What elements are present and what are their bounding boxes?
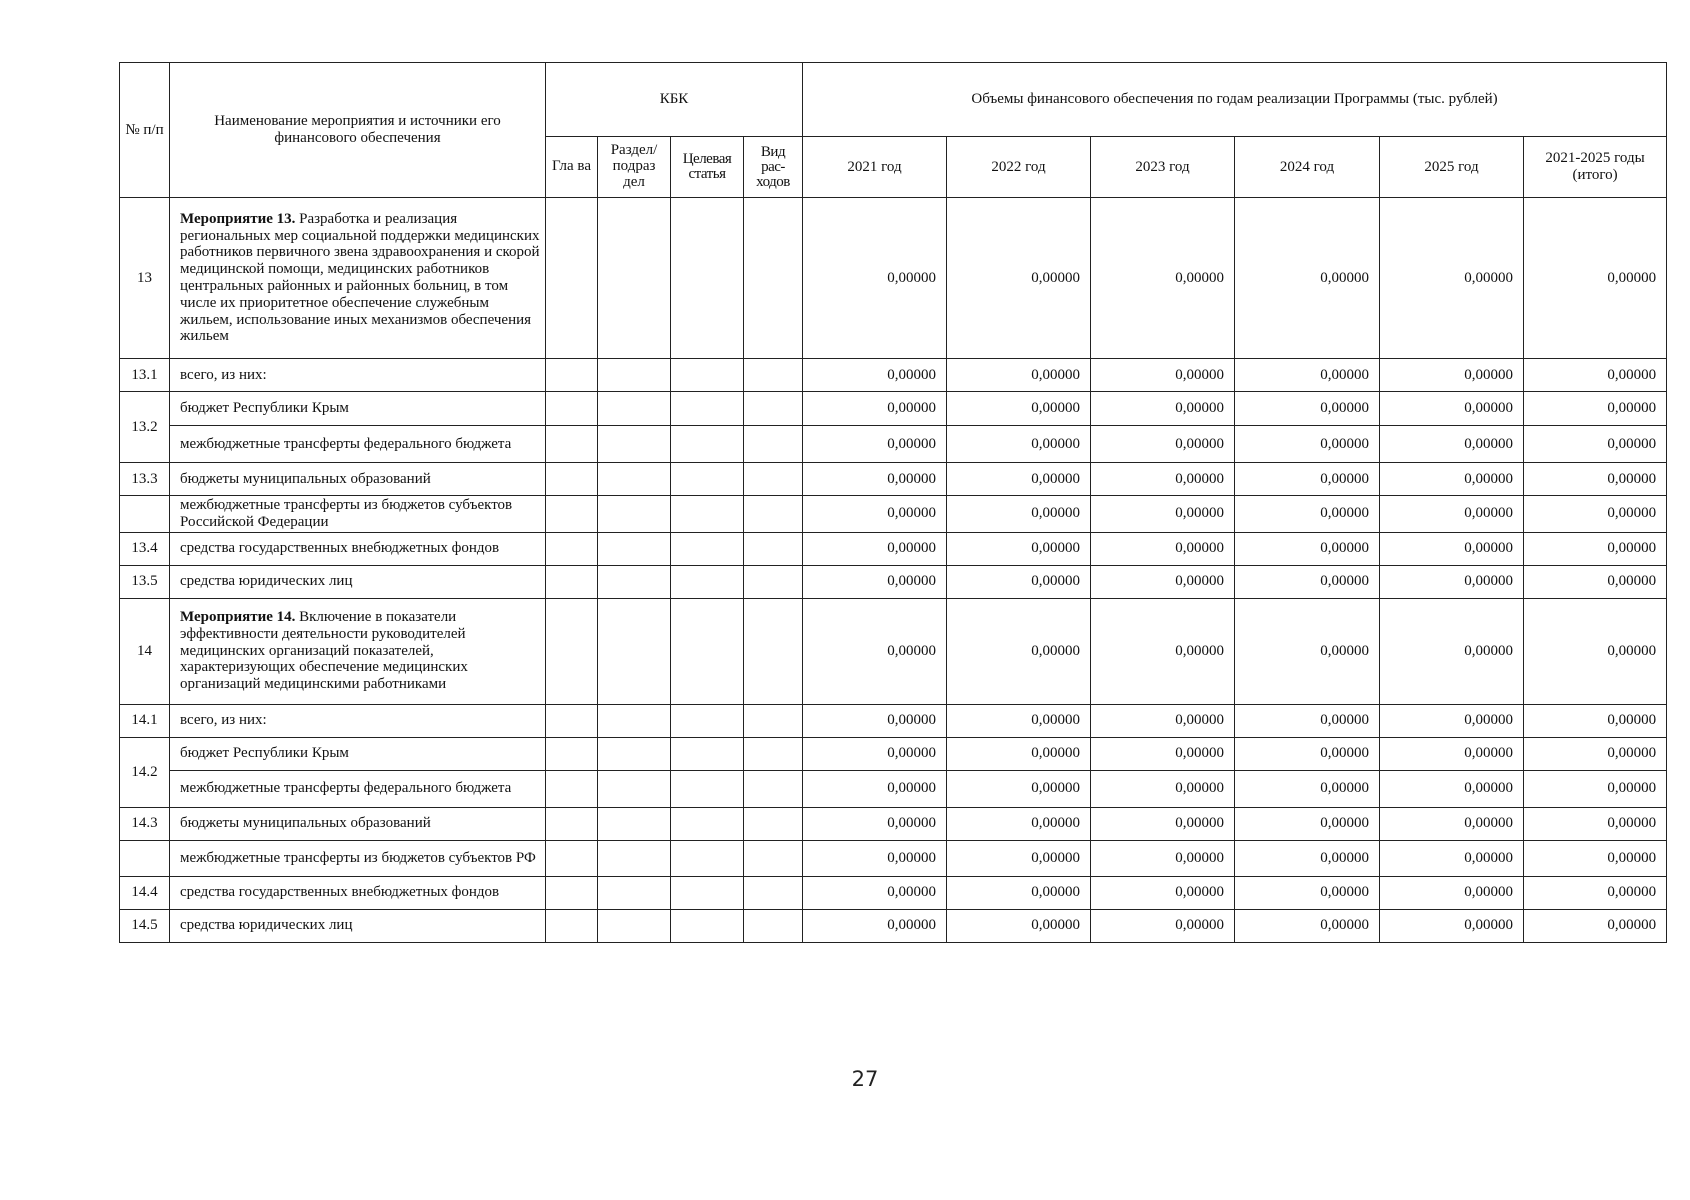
value-cell: 0,00000 [1380, 565, 1524, 598]
row-name [170, 463, 546, 496]
table-row [120, 840, 1667, 876]
value-cell: 0,00000 [947, 840, 1091, 876]
kbk-statya-cell [671, 737, 744, 770]
kbk-glava-cell [546, 426, 598, 463]
kbk-glava-cell [546, 840, 598, 876]
value-cell: 0,00000 [1091, 737, 1235, 770]
kbk-statya-cell [671, 359, 744, 392]
value-cell: 0,00000 [1524, 359, 1667, 392]
value-cell: 0,00000 [1091, 704, 1235, 737]
row-name [170, 598, 546, 704]
value-cell: 0,00000 [1524, 198, 1667, 359]
value-cell: 0,00000 [1235, 496, 1380, 533]
header-year-2025: 2025 год [1380, 137, 1524, 198]
row-number: 14.4 [120, 876, 170, 909]
value-cell: 0,00000 [1380, 909, 1524, 942]
kbk-razdel-cell [598, 598, 671, 704]
value-cell: 0,00000 [803, 807, 947, 840]
value-cell: 0,00000 [1524, 770, 1667, 807]
kbk-vid-cell [744, 909, 803, 942]
row-number [120, 840, 170, 876]
value-cell: 0,00000 [1524, 909, 1667, 942]
header-year-2024: 2024 год [1235, 137, 1380, 198]
value-cell: 0,00000 [1380, 598, 1524, 704]
table-body [120, 198, 1667, 943]
kbk-statya-cell [671, 598, 744, 704]
kbk-vid-cell [744, 463, 803, 496]
row-name [170, 909, 546, 942]
row-name [170, 704, 546, 737]
kbk-razdel-cell [598, 770, 671, 807]
kbk-statya-cell [671, 496, 744, 533]
value-cell: 0,00000 [947, 198, 1091, 359]
value-cell: 0,00000 [947, 704, 1091, 737]
value-cell: 0,00000 [1091, 359, 1235, 392]
kbk-vid-cell [744, 876, 803, 909]
row-name [170, 770, 546, 807]
event-name: бюджеты муниципальных образований [180, 815, 431, 832]
value-cell: 0,00000 [803, 532, 947, 565]
kbk-vid-cell [744, 770, 803, 807]
value-cell: 0,00000 [1091, 840, 1235, 876]
kbk-glava-cell [546, 532, 598, 565]
value-cell: 0,00000 [1235, 565, 1380, 598]
kbk-statya-cell [671, 876, 744, 909]
header-year-2023: 2023 год [1091, 137, 1235, 198]
kbk-glava-cell [546, 909, 598, 942]
value-cell: 0,00000 [1380, 840, 1524, 876]
row-name [170, 840, 546, 876]
value-cell: 0,00000 [1091, 392, 1235, 426]
kbk-vid-cell [744, 198, 803, 359]
row-number: 13.4 [120, 532, 170, 565]
value-cell: 0,00000 [1235, 598, 1380, 704]
value-cell: 0,00000 [803, 392, 947, 426]
kbk-statya-cell [671, 463, 744, 496]
value-cell: 0,00000 [1235, 198, 1380, 359]
event-title: Мероприятие 14. [180, 609, 296, 626]
event-name: бюджеты муниципальных образований [180, 470, 431, 487]
event-name: межбюджетные трансферты из бюджетов субъектов РФ [180, 849, 536, 866]
table-row [120, 532, 1667, 565]
row-number: 13.2 [120, 392, 170, 463]
row-name [170, 737, 546, 770]
event-name: межбюджетные трансферты федерального бюджета [180, 435, 512, 452]
value-cell: 0,00000 [1091, 598, 1235, 704]
kbk-statya-cell [671, 198, 744, 359]
kbk-statya-cell [671, 770, 744, 807]
header-year-total: 2021-2025 годы (итого) [1524, 137, 1667, 198]
value-cell: 0,00000 [1235, 704, 1380, 737]
kbk-razdel-cell [598, 704, 671, 737]
value-cell: 0,00000 [1235, 737, 1380, 770]
value-cell: 0,00000 [1235, 463, 1380, 496]
value-cell: 0,00000 [1524, 876, 1667, 909]
kbk-razdel-cell [598, 876, 671, 909]
row-number: 14.3 [120, 807, 170, 840]
event-title: Мероприятие 13. [180, 210, 296, 227]
table-row [120, 737, 1667, 770]
value-cell: 0,00000 [1091, 876, 1235, 909]
kbk-statya-cell [671, 807, 744, 840]
value-cell: 0,00000 [1524, 565, 1667, 598]
value-cell: 0,00000 [1380, 876, 1524, 909]
value-cell: 0,00000 [1235, 426, 1380, 463]
event-name: Включение в показатели эффективности деятельности руководителей медицинских организаций показателей, характеризующих обеспечение медицинских организаций медицинскими работниками [180, 609, 468, 693]
value-cell: 0,00000 [803, 840, 947, 876]
row-name [170, 565, 546, 598]
kbk-statya-cell [671, 426, 744, 463]
value-cell: 0,00000 [947, 565, 1091, 598]
value-cell: 0,00000 [1091, 565, 1235, 598]
row-number: 14 [120, 598, 170, 704]
value-cell: 0,00000 [1524, 840, 1667, 876]
value-cell: 0,00000 [1091, 463, 1235, 496]
value-cell: 0,00000 [1235, 840, 1380, 876]
row-name [170, 426, 546, 463]
value-cell: 0,00000 [947, 392, 1091, 426]
kbk-vid-cell [744, 737, 803, 770]
value-cell: 0,00000 [947, 807, 1091, 840]
kbk-vid-cell [744, 565, 803, 598]
table-row [120, 909, 1667, 942]
value-cell: 0,00000 [1524, 392, 1667, 426]
table-row [120, 392, 1667, 426]
table-row [120, 198, 1667, 359]
value-cell: 0,00000 [1380, 198, 1524, 359]
kbk-statya-cell [671, 392, 744, 426]
value-cell: 0,00000 [1524, 737, 1667, 770]
header-kbk-tselevaya-statya: Целевая статья [671, 137, 744, 198]
event-name: средства юридических лиц [180, 573, 353, 590]
kbk-razdel-cell [598, 840, 671, 876]
value-cell: 0,00000 [1524, 463, 1667, 496]
row-number: 13 [120, 198, 170, 359]
value-cell: 0,00000 [803, 770, 947, 807]
kbk-vid-cell [744, 807, 803, 840]
table-row [120, 807, 1667, 840]
value-cell: 0,00000 [947, 532, 1091, 565]
value-cell: 0,00000 [803, 565, 947, 598]
value-cell: 0,00000 [1091, 807, 1235, 840]
table-row [120, 426, 1667, 463]
value-cell: 0,00000 [947, 876, 1091, 909]
value-cell: 0,00000 [1524, 807, 1667, 840]
kbk-vid-cell [744, 704, 803, 737]
value-cell: 0,00000 [803, 198, 947, 359]
kbk-razdel-cell [598, 392, 671, 426]
row-number: 13.5 [120, 565, 170, 598]
value-cell: 0,00000 [947, 770, 1091, 807]
value-cell: 0,00000 [803, 704, 947, 737]
kbk-razdel-cell [598, 426, 671, 463]
kbk-glava-cell [546, 770, 598, 807]
event-name: межбюджетные трансферты федерального бюджета [180, 780, 512, 797]
event-name: всего, из них: [180, 366, 267, 383]
value-cell: 0,00000 [947, 496, 1091, 533]
value-cell: 0,00000 [1524, 532, 1667, 565]
value-cell: 0,00000 [803, 426, 947, 463]
kbk-glava-cell [546, 496, 598, 533]
kbk-glava-cell [546, 198, 598, 359]
kbk-vid-cell [744, 532, 803, 565]
value-cell: 0,00000 [1091, 426, 1235, 463]
value-cell: 0,00000 [1235, 392, 1380, 426]
event-name: всего, из них: [180, 712, 267, 729]
event-name: бюджет Республики Крым [180, 400, 349, 417]
value-cell: 0,00000 [1380, 704, 1524, 737]
row-number [120, 496, 170, 533]
value-cell: 0,00000 [947, 463, 1091, 496]
kbk-vid-cell [744, 840, 803, 876]
value-cell: 0,00000 [803, 737, 947, 770]
value-cell: 0,00000 [1380, 392, 1524, 426]
kbk-razdel-cell [598, 909, 671, 942]
value-cell: 0,00000 [1380, 463, 1524, 496]
value-cell: 0,00000 [803, 909, 947, 942]
event-name: средства государственных внебюджетных фондов [180, 540, 500, 557]
value-cell: 0,00000 [947, 359, 1091, 392]
value-cell: 0,00000 [1235, 876, 1380, 909]
value-cell: 0,00000 [1380, 359, 1524, 392]
value-cell: 0,00000 [803, 359, 947, 392]
value-cell: 0,00000 [1524, 496, 1667, 533]
table-row [120, 876, 1667, 909]
value-cell: 0,00000 [1235, 770, 1380, 807]
value-cell: 0,00000 [1235, 359, 1380, 392]
kbk-razdel-cell [598, 463, 671, 496]
value-cell: 0,00000 [947, 737, 1091, 770]
kbk-razdel-cell [598, 532, 671, 565]
event-name: средства государственных внебюджетных фондов [180, 884, 500, 901]
value-cell: 0,00000 [1091, 198, 1235, 359]
kbk-glava-cell [546, 359, 598, 392]
value-cell: 0,00000 [803, 876, 947, 909]
table-row [120, 770, 1667, 807]
header-kbk-razdel: Раздел/ подраз дел [598, 137, 671, 198]
value-cell: 0,00000 [1091, 770, 1235, 807]
value-cell: 0,00000 [1091, 909, 1235, 942]
value-cell: 0,00000 [1380, 532, 1524, 565]
value-cell: 0,00000 [1091, 496, 1235, 533]
value-cell: 0,00000 [1091, 532, 1235, 565]
header-num: № п/п [120, 63, 170, 198]
row-number: 14.5 [120, 909, 170, 942]
value-cell: 0,00000 [1524, 598, 1667, 704]
kbk-glava-cell [546, 876, 598, 909]
row-number: 14.1 [120, 704, 170, 737]
value-cell: 0,00000 [803, 496, 947, 533]
kbk-statya-cell [671, 840, 744, 876]
value-cell: 0,00000 [1380, 426, 1524, 463]
kbk-glava-cell [546, 392, 598, 426]
row-name [170, 876, 546, 909]
value-cell: 0,00000 [1380, 770, 1524, 807]
kbk-vid-cell [744, 359, 803, 392]
value-cell: 0,00000 [1235, 909, 1380, 942]
kbk-vid-cell [744, 598, 803, 704]
table-row [120, 496, 1667, 533]
value-cell: 0,00000 [947, 426, 1091, 463]
kbk-statya-cell [671, 532, 744, 565]
event-name: Разработка и реализация региональных мер социальной поддержки медицинских работников первичного звена здравоохранения и скорой медицинской помощи, медицинских работников центральных районных и районных больниц, в том числе их приоритетное обеспечение служебным жильем, использование иных механизмов обеспечения жильем [180, 210, 540, 345]
row-name [170, 198, 546, 359]
value-cell: 0,00000 [1235, 807, 1380, 840]
table-row [120, 704, 1667, 737]
row-name [170, 392, 546, 426]
value-cell: 0,00000 [803, 463, 947, 496]
row-name [170, 359, 546, 392]
kbk-statya-cell [671, 909, 744, 942]
kbk-glava-cell [546, 598, 598, 704]
kbk-razdel-cell [598, 807, 671, 840]
kbk-glava-cell [546, 807, 598, 840]
row-number: 14.2 [120, 737, 170, 807]
event-name: средства юридических лиц [180, 917, 353, 934]
row-name [170, 807, 546, 840]
kbk-vid-cell [744, 496, 803, 533]
row-name [170, 496, 546, 533]
kbk-statya-cell [671, 565, 744, 598]
value-cell: 0,00000 [1235, 532, 1380, 565]
kbk-razdel-cell [598, 198, 671, 359]
value-cell: 0,00000 [1380, 807, 1524, 840]
event-name: бюджет Республики Крым [180, 745, 349, 762]
kbk-glava-cell [546, 737, 598, 770]
table-row [120, 565, 1667, 598]
kbk-vid-cell [744, 392, 803, 426]
header-kbk-glava: Гла ва [546, 137, 598, 198]
row-number: 13.1 [120, 359, 170, 392]
kbk-razdel-cell [598, 565, 671, 598]
header-kbk-vid-raskhodov: Вид рас-ходов [744, 137, 803, 198]
value-cell: 0,00000 [1380, 737, 1524, 770]
value-cell: 0,00000 [1524, 704, 1667, 737]
kbk-razdel-cell [598, 737, 671, 770]
kbk-glava-cell [546, 704, 598, 737]
header-year-2022: 2022 год [947, 137, 1091, 198]
kbk-glava-cell [546, 565, 598, 598]
value-cell: 0,00000 [1380, 496, 1524, 533]
page-number: 27 [851, 1067, 879, 1091]
kbk-razdel-cell [598, 359, 671, 392]
value-cell: 0,00000 [803, 598, 947, 704]
header-name: Наименование мероприятия и источники его финансового обеспечения [170, 63, 546, 198]
table-row [120, 463, 1667, 496]
financing-table [119, 62, 1667, 943]
kbk-glava-cell [546, 463, 598, 496]
row-name [170, 532, 546, 565]
value-cell: 0,00000 [947, 909, 1091, 942]
table-row [120, 359, 1667, 392]
header-year-2021: 2021 год [803, 137, 947, 198]
kbk-vid-cell [744, 426, 803, 463]
event-name: межбюджетные трансферты из бюджетов субъектов Российской Федерации [180, 497, 513, 530]
kbk-statya-cell [671, 704, 744, 737]
value-cell: 0,00000 [1524, 426, 1667, 463]
kbk-razdel-cell [598, 496, 671, 533]
header-kbk: КБК [546, 63, 803, 137]
value-cell: 0,00000 [947, 598, 1091, 704]
header-volumes: Объемы финансового обеспечения по годам реализации Программы (тыс. рублей) [803, 63, 1667, 137]
table-row [120, 598, 1667, 704]
row-number: 13.3 [120, 463, 170, 496]
